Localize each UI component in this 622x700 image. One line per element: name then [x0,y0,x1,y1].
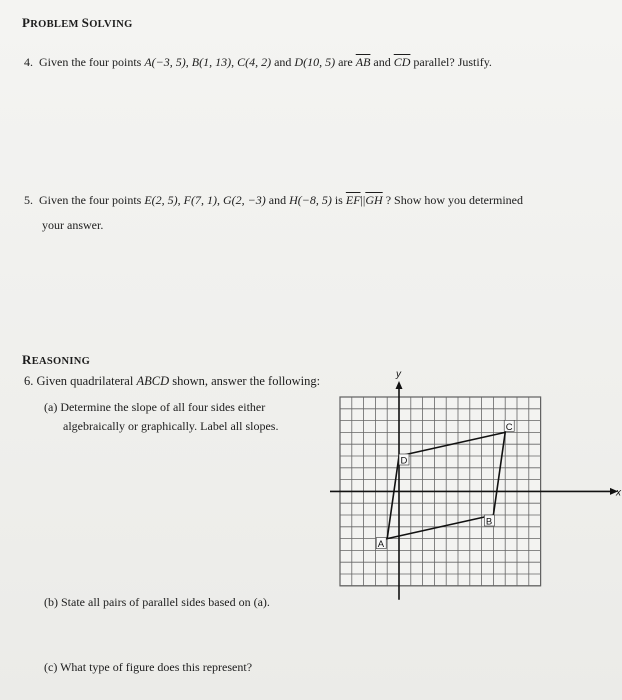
problem-solving-heading: PROBLEM SOLVING [22,15,133,30]
y-axis-label: y [396,369,401,380]
question-6a-line2: algebraically or graphically. Label all slopes. [63,419,279,433]
y-axis-arrow [396,381,403,389]
reasoning-heading: REASONING [22,352,91,367]
question-6a-line1: (a) Determine the slope of all four sides either [44,400,266,414]
vertex-label-d: D [400,455,408,467]
coordinate-grid [330,365,622,655]
question-6: 6. Given quadrilateral ABCD shown, answer the following: [24,374,321,388]
question-6b: (b) State all pairs of parallel sides based on (a). [44,595,270,609]
vertex-label-b: B [485,516,493,528]
question-4: 4. Given the four points A(−3, 5), B(1, 13), C(4, 2) and D(10, 5) are $\overline{AB}$ and $\overline{CD}$ parallel? Justify. [24,55,492,69]
question-5: 5. Given the four points E(2, 5), F(7, 1), G(2, −3) and H(−8, 5) is $\overline{EF}||\overline{GH}$ ? Show how you determined [24,193,523,207]
vertex-label-a: A [377,539,385,551]
question-5-line2: your answer. [42,218,104,232]
x-axis-label: x [616,487,621,499]
coordinate-grid-svg [330,365,622,655]
vertex-label-c: C [505,421,513,433]
question-6c: (c) What type of figure does this represent? [44,660,253,674]
